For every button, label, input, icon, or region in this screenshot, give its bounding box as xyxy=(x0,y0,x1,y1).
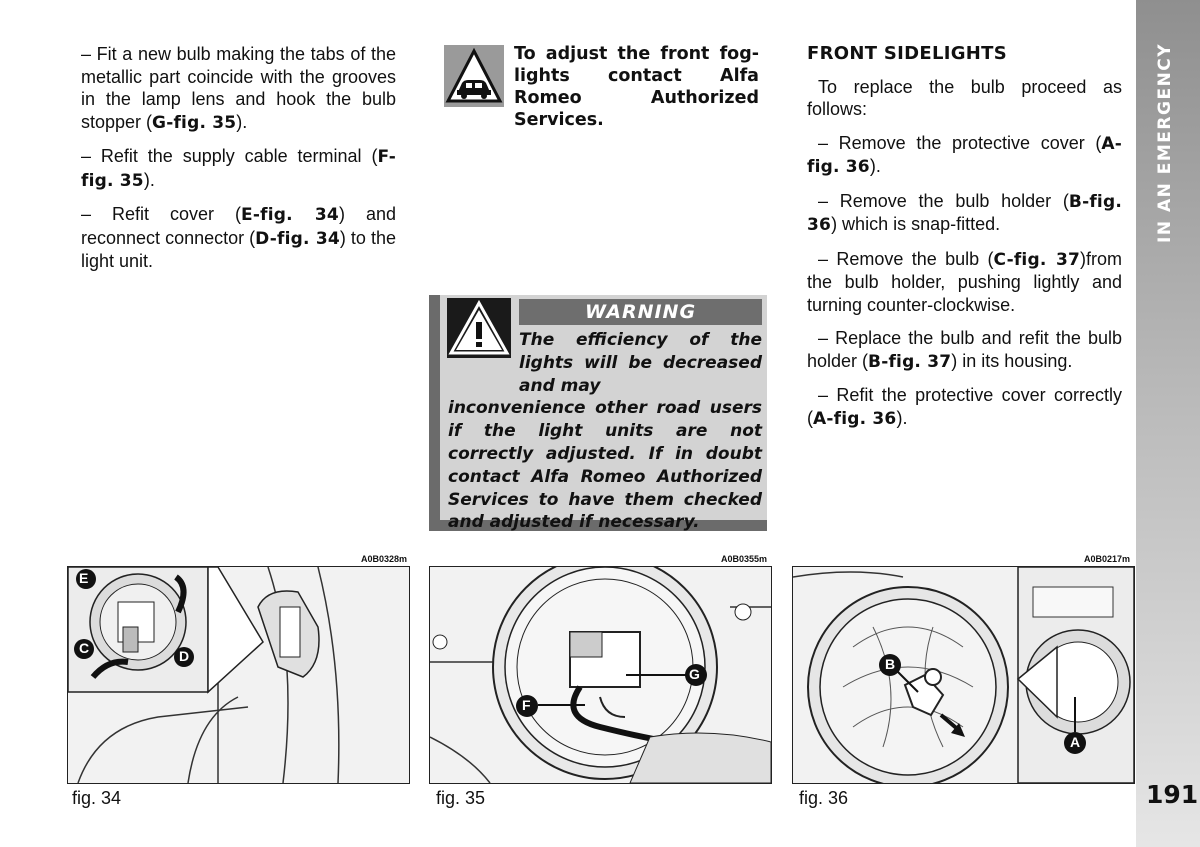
figure-34-illustration xyxy=(68,567,409,783)
right-column xyxy=(807,43,1122,441)
left-column xyxy=(81,43,396,284)
car-headlight-adjust-icon xyxy=(444,45,504,107)
warning-text-rest: inconvenience other road users if the light units are not correctly adjusted. If in doubt contact Alfa Romeo Authorized Services to have them checked and adjusted if necessary. xyxy=(448,398,762,533)
callout-f: F xyxy=(522,697,531,713)
step-remove-holder: – Remove the bulb holder (B-fig. 36) which is snap-fitted. xyxy=(807,190,1122,235)
figure-caption: fig. 34 xyxy=(72,788,122,808)
warning-title: WARNING xyxy=(519,299,762,325)
figure-code: A0B0328m xyxy=(361,554,408,564)
chapter-label: IN AN EMERGENCY xyxy=(1155,42,1175,243)
figure-35-illustration xyxy=(430,567,771,783)
figure-code: A0B0355m xyxy=(721,554,768,564)
warning-text xyxy=(448,329,762,534)
callout-a: A xyxy=(1070,734,1081,750)
intro-text: To replace the bulb proceed as follows: xyxy=(807,76,1122,119)
figure-36 xyxy=(792,566,1135,784)
page-number: 191 xyxy=(1146,780,1199,809)
figure-34 xyxy=(67,566,410,784)
step-fit-bulb: – Fit a new bulb making the tabs of the metallic part coincide with the grooves in the lamp lens and hook the bulb stopper (G-fig. 35). xyxy=(81,44,396,133)
step-refit-terminal: – Refit the supply cable terminal (F-fig. 35). xyxy=(81,146,396,191)
figure-36-illustration xyxy=(793,567,1134,783)
step-remove-bulb: – Remove the bulb (C-fig. 37)from the bulb holder, pushing lightly and turning counter-clockwise. xyxy=(807,248,1122,315)
callout-c: C xyxy=(79,640,90,656)
note-text: To adjust the front fog-lights contact Alfa Romeo Authorized Services. xyxy=(514,44,759,130)
section-heading: FRONT SIDELIGHTS xyxy=(807,43,1008,64)
figure-code: A0B0217m xyxy=(1084,554,1131,564)
figure-caption: fig. 36 xyxy=(799,788,849,808)
figure-35 xyxy=(429,566,772,784)
callout-b: B xyxy=(885,656,896,672)
step-remove-cover: – Remove the protective cover (A-fig. 36). xyxy=(807,132,1122,177)
warning-text-first: The efficiency of the lights will be decreased and may xyxy=(519,330,762,396)
figure-caption: fig. 35 xyxy=(436,788,486,808)
step-refit-protective-cover: – Refit the protective cover correctly (A-fig. 36). xyxy=(807,385,1122,429)
callout-d: D xyxy=(179,648,190,664)
callout-g: G xyxy=(689,666,700,682)
callout-e: E xyxy=(79,570,89,586)
warning-shadow xyxy=(429,295,440,531)
step-refit-cover: – Refit cover (E-fig. 34) and reconnect connector (D-fig. 34) to the light unit. xyxy=(81,204,396,271)
step-replace-bulb: – Replace the bulb and refit the bulb holder (B-fig. 37) in its housing. xyxy=(807,328,1122,372)
